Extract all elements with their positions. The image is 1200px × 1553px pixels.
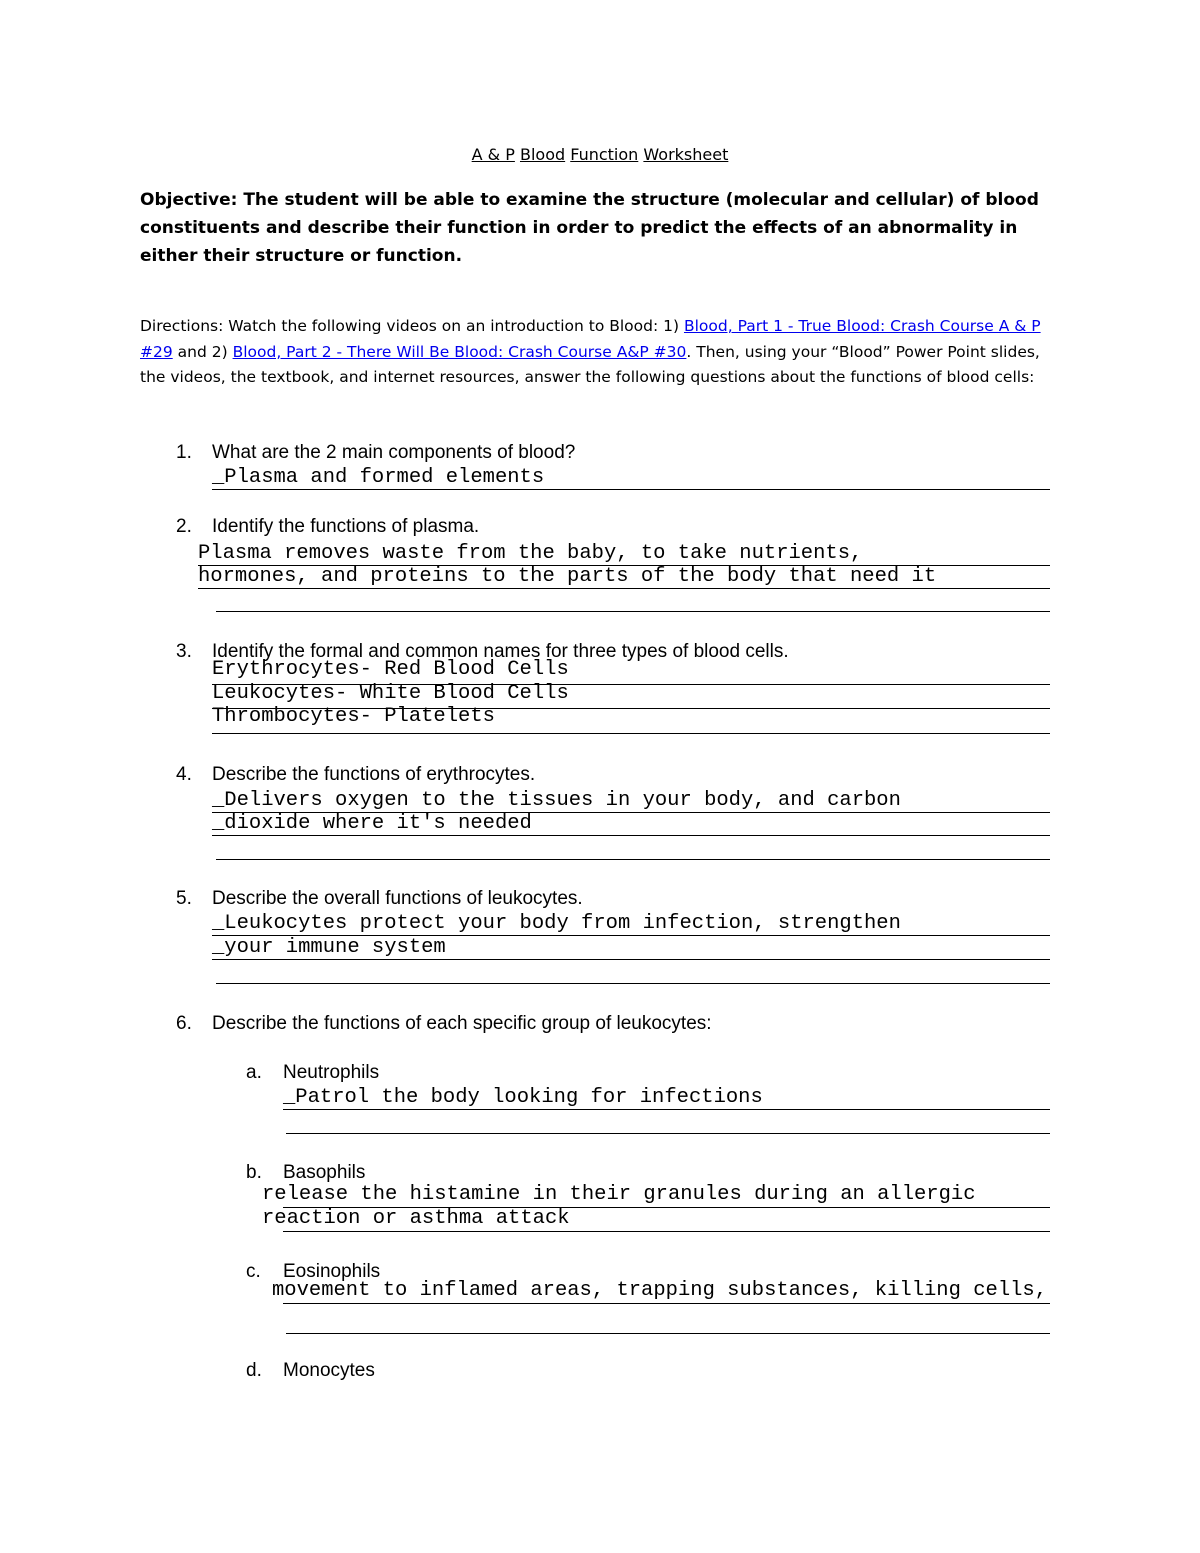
answer-underline bbox=[286, 1133, 1050, 1134]
answer-line[interactable]: _your immune system bbox=[212, 936, 446, 959]
title-part: A & P bbox=[471, 145, 515, 164]
answer-underline bbox=[212, 959, 1050, 960]
answer-line[interactable]: _Plasma and formed elements bbox=[212, 466, 545, 489]
answer-underline bbox=[212, 835, 1050, 836]
sub-letter: b. bbox=[246, 1162, 262, 1183]
answer-line[interactable]: reaction or asthma attack bbox=[262, 1207, 570, 1230]
sub-letter: a. bbox=[246, 1062, 262, 1083]
answer-underline bbox=[283, 1109, 1050, 1110]
question-number: 6. bbox=[176, 1013, 192, 1034]
answer-line[interactable]: hormones, and proteins to the parts of the body that need it bbox=[198, 565, 937, 588]
answer-line[interactable]: Leukocytes- White Blood Cells bbox=[212, 682, 569, 705]
title-part: Function bbox=[570, 145, 639, 164]
question-1-text: What are the 2 main components of blood? bbox=[212, 442, 576, 463]
basophils-label: Basophils bbox=[283, 1162, 366, 1183]
answer-underline bbox=[216, 611, 1050, 612]
directions-text: Directions: Watch the following videos on an introduction to Blood: 1) bbox=[140, 317, 684, 335]
directions-paragraph bbox=[140, 314, 1050, 391]
monocytes-label: Monocytes bbox=[283, 1360, 375, 1381]
title-part: Blood bbox=[519, 145, 566, 164]
question-6-text: Describe the functions of each specific group of leukocytes: bbox=[212, 1013, 712, 1034]
answer-underline bbox=[198, 588, 1050, 589]
answer-underline bbox=[283, 1303, 1050, 1304]
question-number: 3. bbox=[176, 641, 192, 662]
answer-line[interactable]: _Patrol the body looking for infections bbox=[283, 1086, 763, 1109]
video-link-part-1[interactable]: Blood, Part 1 - True Blood: Crash Course A & P #29 bbox=[140, 317, 1041, 361]
answer-underline bbox=[212, 733, 1050, 734]
question-2-text: Identify the functions of plasma. bbox=[212, 516, 480, 537]
sub-letter: d. bbox=[246, 1360, 262, 1381]
question-5-text: Describe the overall functions of leukocytes. bbox=[212, 888, 583, 909]
objective-text: Objective: The student will be able to examine the structure (molecular and cellular) of blood constituents and describe their function in order to predict the effects of an abnormality in either their structure or function. bbox=[140, 190, 1039, 266]
worksheet-title bbox=[0, 145, 1200, 164]
sub-letter: c. bbox=[246, 1261, 261, 1282]
neutrophils-label: Neutrophils bbox=[283, 1062, 380, 1083]
answer-line[interactable]: _dioxide where it's needed bbox=[212, 812, 532, 835]
answer-line[interactable]: Erythrocytes- Red Blood Cells bbox=[212, 658, 569, 681]
video-link-part-2[interactable]: Blood, Part 2 - There Will Be Blood: Crash Course A&P #30 bbox=[232, 342, 687, 361]
title-part: Worksheet bbox=[643, 145, 729, 164]
answer-line[interactable]: Plasma removes waste from the baby, to take nutrients, bbox=[198, 542, 863, 565]
question-number: 5. bbox=[176, 888, 192, 909]
question-number: 2. bbox=[176, 516, 192, 537]
question-4-text: Describe the functions of erythrocytes. bbox=[212, 764, 536, 785]
eosinophils-label: Eosinophils bbox=[283, 1261, 381, 1282]
answer-underline bbox=[286, 1333, 1050, 1334]
answer-underline bbox=[283, 1231, 1050, 1232]
directions-text: and 2) bbox=[172, 342, 233, 361]
question-number: 4. bbox=[176, 764, 192, 785]
answer-underline bbox=[212, 489, 1050, 490]
answer-line[interactable]: Thrombocytes- Platelets bbox=[212, 705, 495, 728]
directions-text: . Then, using your “Blood” Power Point slides, the videos, the textbook, and internet resources, answer the following questions about the functions of blood cells: bbox=[140, 342, 1040, 386]
answer-underline bbox=[216, 859, 1050, 860]
answer-line[interactable]: movement to inflamed areas, trapping substances, killing cells, bbox=[272, 1279, 1048, 1302]
answer-line[interactable]: _Leukocytes protect your body from infection, strengthen bbox=[212, 912, 901, 935]
question-3-text: Identify the formal and common names for three types of blood cells. bbox=[212, 641, 789, 662]
answer-underline bbox=[216, 983, 1050, 984]
answer-line[interactable]: release the histamine in their granules during an allergic bbox=[262, 1183, 976, 1206]
answer-line[interactable]: _Delivers oxygen to the tissues in your body, and carbon bbox=[212, 789, 901, 812]
question-number: 1. bbox=[176, 442, 192, 463]
